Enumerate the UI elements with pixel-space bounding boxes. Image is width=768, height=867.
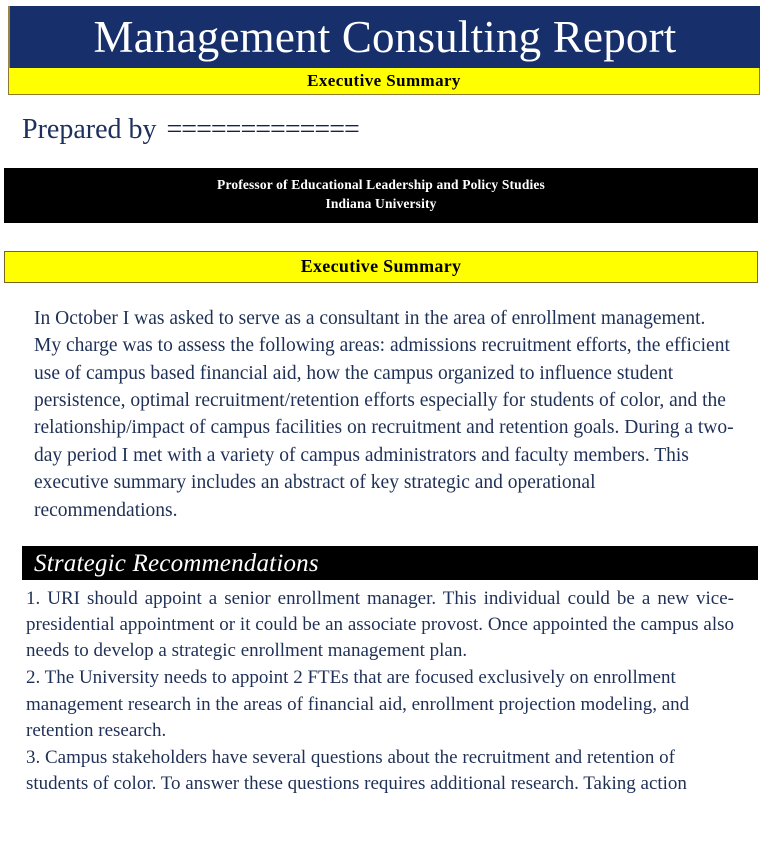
recommendation-text: Campus stakeholders have several questions about the recruitment and retention of students of color. To answer these questions requires additional research. Taking action (26, 746, 687, 794)
affiliation-bar (4, 168, 758, 223)
recommendation-item (26, 586, 734, 664)
report-subtitle: Executive Summary (307, 71, 461, 90)
strategic-recommendations-banner (22, 546, 758, 580)
prepared-by-label: Prepared by (22, 114, 157, 145)
recommendation-text: The University needs to appoint 2 FTEs that are focused exclusively on enrollment management research in the areas of financial aid, enrollment projection modeling, and retention research. (26, 667, 690, 741)
affiliation-line-institution: Indiana University (325, 196, 437, 212)
executive-summary-paragraph: In October I was asked to serve as a consultant in the area of enrollment management. My charge was to assess the following areas: admissions recruitment efforts, the efficient use of campus based financial aid, how the campus organized to influence student persistence, optimal recruitment/retention efforts especially for students of color, and the relationship/impact of campus facilities on recruitment and retention goals. During a two-day period I met with a variety of campus administrators and faculty members. This executive summary includes an abstract of key strategic and operational recommendations. (34, 307, 734, 521)
executive-summary-heading: Executive Summary (300, 256, 462, 277)
recommendation-number: 3. (26, 746, 41, 768)
report-title: Management Consulting Report (93, 11, 677, 62)
recommendation-item (26, 745, 734, 797)
recommendation-text: URI should appoint a senior enrollment manager. This individual could be a new vice-presidential appointment or it could be an associate provost. Once appointed the campus also needs to develop a strategic enrollment management plan. (26, 588, 734, 662)
document-page (0, 6, 768, 867)
prepared-by-row (22, 115, 768, 146)
recommendation-number: 1. (26, 588, 41, 610)
affiliation-line-title: Professor of Educational Leadership and Policy Studies (217, 176, 545, 192)
prepared-by-redacted-name: ============= (166, 114, 359, 145)
recommendation-number: 2. (26, 667, 41, 689)
report-subtitle-banner (8, 68, 760, 95)
executive-summary-banner (4, 251, 758, 283)
report-title-banner (8, 6, 760, 68)
recommendation-item (26, 665, 734, 743)
strategic-recommendations-heading: Strategic Recommendations (34, 549, 319, 577)
recommendations-list (26, 586, 734, 797)
